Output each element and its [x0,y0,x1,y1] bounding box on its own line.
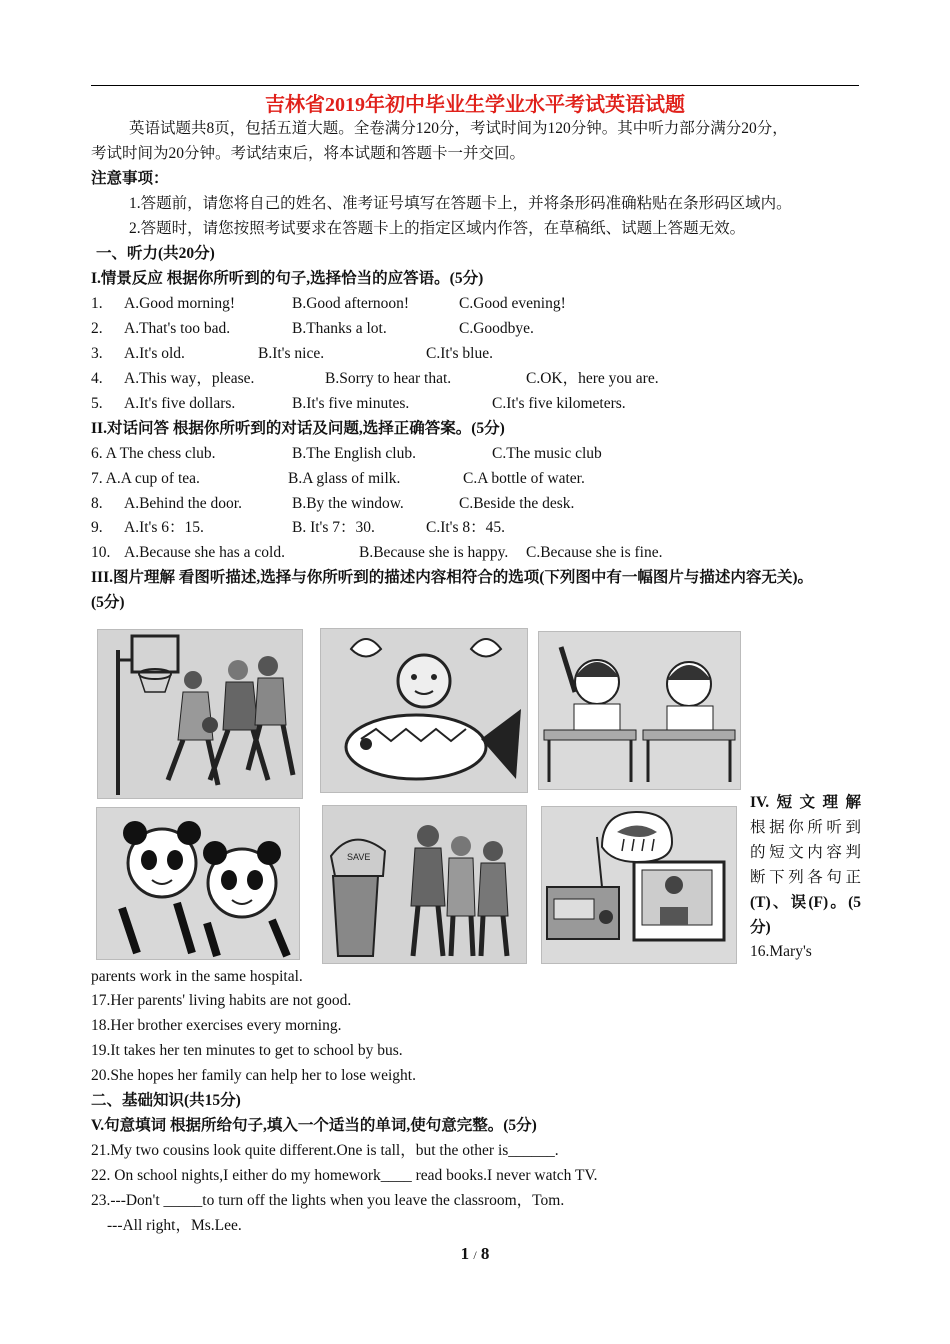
q16-end: parents work in the same hospital. [91,968,303,985]
q23-reply: ---All right，Ms.Lee. [107,1217,242,1234]
q6-option-c: C.The music club [492,445,602,462]
q18: 18.Her brother exercises every morning. [91,1017,342,1034]
section-4-line-5: (T)、误(F)。(5 [750,894,861,911]
q3-option-a: A.It's old. [124,345,185,362]
q3-number: 3. [91,345,103,362]
q16-start: 16.Mary's [750,943,812,960]
notice-item-2: 2.答题时，请您按照考试要求在答题卡上的指定区域内作答，在草稿纸、试题上答题无效。 [129,220,746,237]
q7-option-b: B.A glass of milk. [288,470,401,487]
q7-number-option-a: 7. A.A cup of tea. [91,470,200,487]
q4-number: 4. [91,370,103,387]
notice-item-1: 1.答题前，请您将自己的姓名、准考证号填写在答题卡上，并将条形码准确粘贴在条形码区域内。 [129,195,792,212]
q2-number: 2. [91,320,103,337]
q8-option-c: C.Beside the desk. [459,495,575,512]
picture-recycling [322,805,527,964]
part-1-heading: 一、听力(共20分) [96,245,215,262]
q10-number: 10. [91,544,111,561]
header-rule [91,85,859,86]
q22: 22. On school nights,I either do my homework____ read books.I never watch TV. [91,1167,598,1184]
q9-option-a: A.It's 6：15. [124,519,204,536]
q20: 20.She hopes her family can help her to lose weight. [91,1067,416,1084]
page-total: 8 [480,1244,490,1263]
q23: 23.---Don't _____to turn off the lights when you leave the classroom，Tom. [91,1192,565,1209]
q8-number: 8. [91,495,103,512]
q8-option-b: B.By the window. [292,495,404,512]
q5-number: 5. [91,395,103,412]
page-current: 1 [460,1244,470,1263]
picture-boy-with-fish [320,628,528,793]
q10-option-b: B.Because she is happy. [359,544,509,561]
q4-option-b: B.Sorry to hear that. [325,370,452,387]
q2-option-b: B.Thanks a lot. [292,320,387,337]
picture-radio-and-tv [541,806,737,964]
q3-option-b: B.It's nice. [258,345,325,362]
q2-option-c: C.Goodbye. [459,320,534,337]
q4-option-c: C.OK，here you are. [526,370,659,387]
picture-pandas [96,807,300,960]
q1-number: 1. [91,295,103,312]
section-4-line-1: IV.短文理解 [750,794,861,811]
q1-option-c: C.Good evening! [459,295,566,312]
page-separator: / [473,1248,477,1262]
q1-option-b: B.Good afternoon! [292,295,410,312]
page-number [0,1244,950,1264]
section-1-heading: I.情景反应 根据你所听到的句子,选择恰当的应答语。(5分) [91,270,484,287]
save-sign-text: SAVE [347,852,371,862]
q5-option-b: B.It's five minutes. [292,395,410,412]
section-3-heading: III.图片理解 看图听描述,选择与你所听到的描述内容相符合的选项(下列图中有一幅图片与描述内容无关)。 [91,569,814,586]
intro-line-1: 英语试题共8页，包括五道大题。全卷满分120分，考试时间为120分钟。其中听力部分满分20分， [129,120,788,137]
section-3-points: (5分) [91,594,125,611]
q9-number: 9. [91,519,103,536]
section-2-heading: II.对话问答 根据你所听到的对话及问题,选择正确答案。(5分) [91,420,505,437]
q19: 19.It takes her ten minutes to get to school by bus. [91,1042,403,1059]
q6-number-option-a: 6. A The chess club. [91,445,216,462]
q7-option-c: C.A bottle of water. [463,470,585,487]
q17: 17.Her parents' living habits are not good. [91,992,352,1009]
exam-title: 吉林省2019年初中毕业生学业水平考试英语试题 [265,94,685,116]
picture-basketball [97,629,303,799]
q9-option-c: C.It's 8：45. [426,519,506,536]
part-2-heading: 二、基础知识(共15分) [91,1092,241,1109]
q5-option-c: C.It's five kilometers. [492,395,626,412]
section-4-heading [750,790,861,940]
q5-option-a: A.It's five dollars. [124,395,236,412]
q9-option-b: B. It's 7：30. [292,519,375,536]
section-4-line-6: 分) [750,919,771,936]
picture-students-at-desks [538,631,741,790]
q10-option-c: C.Because she is fine. [526,544,663,561]
section-4-line-3: 的短文内容判 [750,844,861,861]
intro-line-2: 考试时间为20分钟。考试结束后，将本试题和答题卡一并交回。 [91,145,526,162]
notice-heading: 注意事项： [91,170,169,187]
section-5-heading: V.句意填词 根据所给句子,填入一个适当的单词,使句意完整。(5分) [91,1117,537,1134]
section-4-line-2: 根据你所听到 [750,819,861,836]
q6-option-b: B.The English club. [292,445,416,462]
q1-option-a: A.Good morning! [124,295,236,312]
q4-option-a: A.This way，please. [124,370,255,387]
q21: 21.My two cousins look quite different.One is tall，but the other is______. [91,1142,559,1159]
q3-option-c: C.It's blue. [426,345,493,362]
q10-option-a: A.Because she has a cold. [124,544,285,561]
q8-option-a: A.Behind the door. [124,495,242,512]
section-4-line-4: 断下列各句正 [750,869,861,886]
q2-option-a: A.That's too bad. [124,320,231,337]
